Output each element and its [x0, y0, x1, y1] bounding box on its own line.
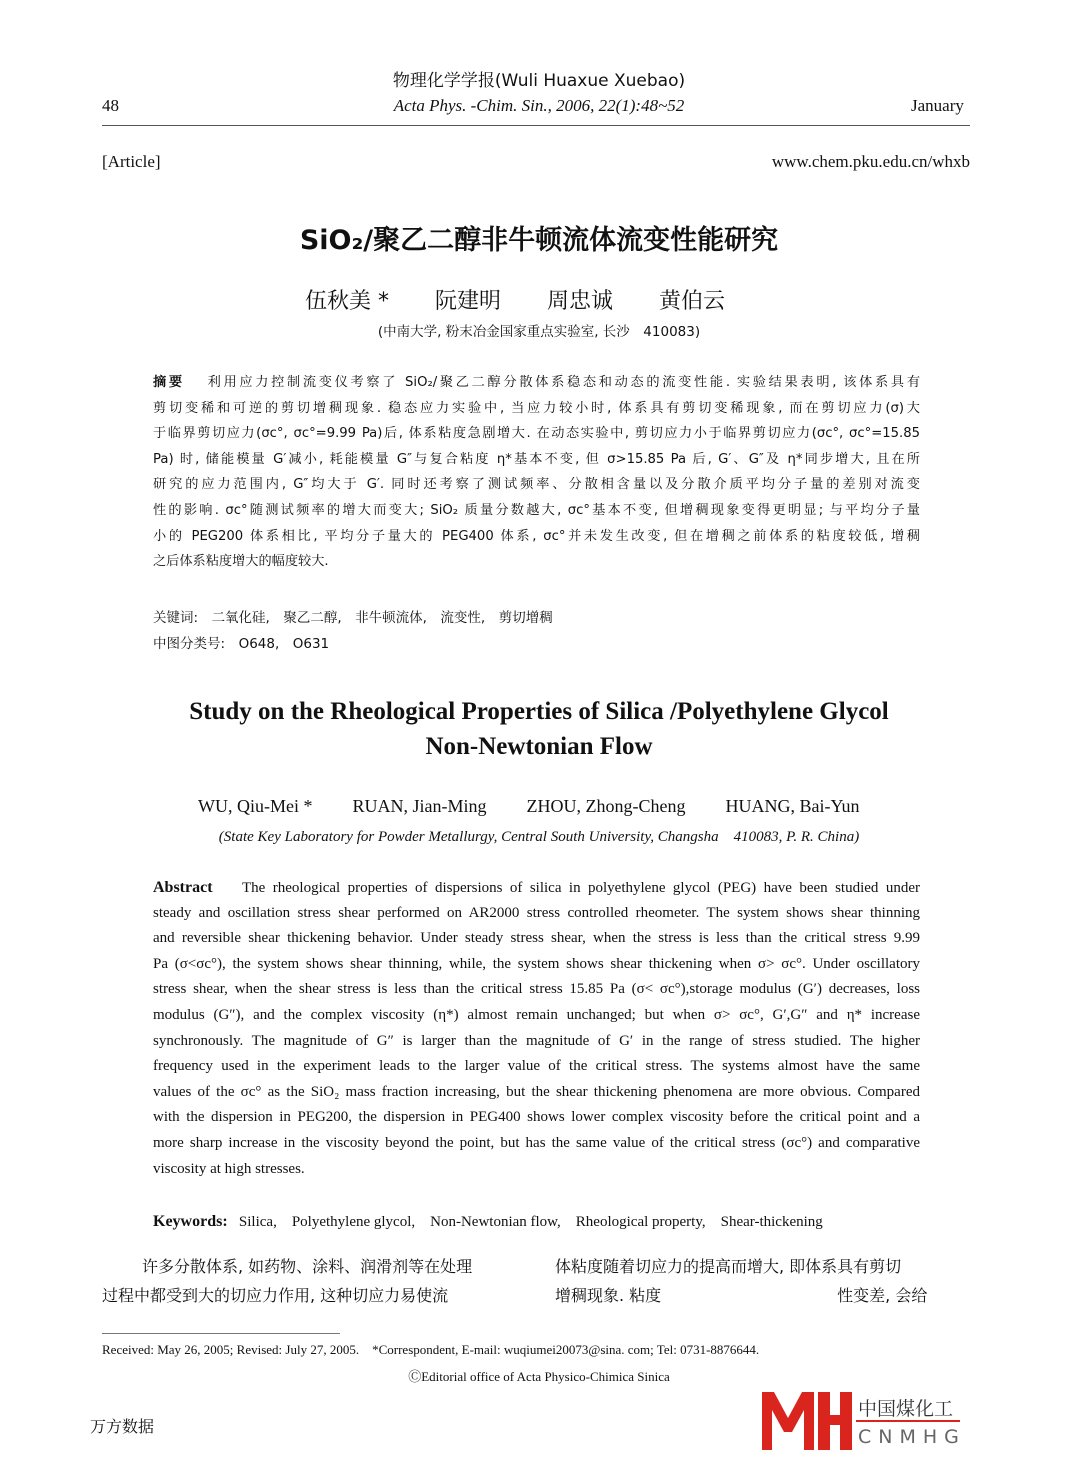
authors-en	[198, 796, 859, 817]
body-line: 体粘度随着切应力的提高而增大, 即体系具有剪切	[555, 1257, 902, 1276]
author: 黄伯云	[659, 289, 726, 314]
month: January	[911, 96, 964, 115]
received-date: Received: May 26, 2005; Revised: July 27, 2005.	[102, 1342, 360, 1357]
abstract-line: 剪切变稀和可逆的剪切增稠现象. 稳态应力实验中, 当应力较小时, 体系具有剪切变稀现象, 而在剪切应力(σ)大	[153, 400, 920, 416]
article-type: [Article]	[102, 152, 161, 171]
abstract-line: with the dispersion in PEG200, the dispersion in PEG400 shows lower complex viscosity before the critical point and a	[153, 1109, 920, 1126]
abstract-line: Abstract The rheological properties of dispersions of silica in polyethylene glycol (PEG) have been studied under	[153, 879, 920, 896]
title-en-line: Non-Newtonian Flow	[425, 733, 653, 760]
abstract-cn	[153, 370, 920, 575]
source-label: 万方数据	[90, 1417, 155, 1436]
authors-cn	[305, 284, 725, 315]
abstract-line: 小的 PEG200 体系相比, 平均分子量大的 PEG400 体系, σc°并未发生改变, 但在增稠之前体系的粘度较低, 增稠	[153, 528, 920, 544]
keywords-label: Keywords:	[153, 1213, 228, 1230]
title-en	[0, 694, 1078, 764]
abstract-line: Pa (σ<σc°), the system shows shear thinning, while, the system shows shear thickening when σ> σc°. Under oscillatory	[153, 955, 920, 972]
title-en-line: Study on the Rheological Properties of Silica /Polyethylene Glycol	[189, 698, 889, 725]
body-line: 增稠现象. 粘度 性变差, 会给	[555, 1286, 928, 1305]
abstract-en	[153, 875, 920, 1182]
journal-name: 物理化学学报(Wuli Huaxue Xuebao)	[392, 71, 686, 91]
classification-value: O648, O631	[238, 636, 330, 652]
abstract-label: Abstract	[153, 879, 213, 896]
abstract-line: stress shear, when the shear stress is less than the critical stress 15.85 Pa (σ< σc°),storage modulus (G′) decreases, loss	[153, 981, 920, 998]
journal-url[interactable]: www.chem.pku.edu.cn/whxb	[771, 152, 970, 171]
abstract-line: frequency used in the experiment leads to the larger value of the critical stress. The systems almost have the same	[153, 1058, 920, 1075]
keywords-label: 关键词:	[153, 610, 199, 626]
watermark-logo	[760, 1388, 970, 1452]
abstract-line: 于临界剪切应力(σc°, σc°=9.99 Pa)后, 体系粘度急剧增大. 在动态实验中, 剪切应力小于临界剪切应力(σc°, σc°=15.85	[153, 426, 920, 442]
footnote-line	[102, 1342, 759, 1358]
author: 伍秋美 *	[305, 289, 389, 314]
affiliation-cn: (中南大学, 粉末冶金国家重点实验室, 长沙 410083)	[377, 324, 701, 340]
abstract-line: 研究的应力范围内, G″均大于 G′. 同时还考察了测试频率、分散相含量以及分散介质平均分子量的差别对流变	[153, 477, 920, 493]
abstract-line: modulus (G″), and the complex viscosity (η*) almost remain unchanged; but when σ> σc°, G′,G″ and η* increase	[153, 1006, 920, 1023]
abstract-line: viscosity at high stresses.	[153, 1160, 305, 1177]
author: ZHOU, Zhong-Cheng	[526, 796, 686, 816]
citation: Acta Phys. -Chim. Sin., 2006, 22(1):48~52	[393, 96, 685, 115]
header-rule	[102, 125, 970, 126]
keywords-en	[153, 1210, 823, 1231]
body-right-column	[555, 1252, 970, 1310]
abstract-line: synchronously. The magnitude of G″ is larger than the magnitude of G′ in the range of stress studied. The higher	[153, 1032, 920, 1049]
page-number: 48	[102, 96, 119, 115]
watermark-en: CNMHG	[858, 1426, 966, 1448]
abstract-label: 摘要	[153, 375, 185, 390]
abstract-line: more sharp increase in the viscosity beyond the point, but has the same value of the critical stress (σc°) and comparative	[153, 1134, 920, 1151]
abstract-line: values of the σc° as the SiO₂ mass fraction increasing, but the shear thickening phenomena are more obvious. Compared	[153, 1083, 920, 1100]
copyright: ⒸEditorial office of Acta Physico-Chimica Sinica	[408, 1369, 670, 1384]
classification-label: 中图分类号:	[153, 636, 226, 652]
abstract-line: 性的影响. σc°随测试频率的增大而变大; SiO₂ 质量分数越大, σc°基本不变, 但增稠现象变得更明显; 与平均分子量	[153, 502, 920, 518]
author: RUAN, Jian-Ming	[352, 796, 487, 816]
body-left-column	[102, 1252, 517, 1310]
abstract-line: 之后体系粘度增大的幅度较大.	[153, 554, 329, 570]
keywords-cn	[153, 606, 553, 626]
author: HUANG, Bai-Yun	[725, 796, 860, 816]
footnote-rule	[102, 1333, 340, 1334]
keywords-value: Silica, Polyethylene glycol, Non-Newtonian flow, Rheological property, Shear-thickening	[238, 1214, 823, 1230]
classification-cn	[153, 632, 329, 652]
author: WU, Qiu-Mei *	[198, 796, 313, 816]
abstract-line: steady and oscillation stress shear performed on AR2000 stress controlled rheometer. The system shows shear thinning	[153, 904, 920, 921]
keywords-value: 二氧化硅, 聚乙二醇, 非牛顿流体, 流变性, 剪切增稠	[211, 610, 553, 626]
author: 周忠诚	[547, 289, 614, 314]
abstract-line: Pa) 时, 储能模量 G′减小, 耗能模量 G″与复合粘度 η*基本不变, 但 σ>15.85 Pa 后, G′、G″及 η*同步增大, 且在所	[153, 451, 920, 467]
body-line: 许多分散体系, 如药物、涂料、润滑剂等在处理	[142, 1257, 473, 1276]
abstract-line: and reversible shear thickening behavior. Under steady stress shear, when the stress is less than the critical stress 9.99	[153, 930, 920, 947]
abstract-line: 摘要 利用应力控制流变仪考察了 SiO₂/聚乙二醇分散体系稳态和动态的流变性能. 实验结果表明, 该体系具有	[153, 375, 921, 390]
affiliation-en: (State Key Laboratory for Powder Metallurgy, Central South University, Changsha 410083, P. R. China)	[218, 829, 860, 845]
correspondent: *Correspondent, E-mail: wuqiumei20073@sina. com; Tel: 0731-8876644.	[372, 1342, 760, 1357]
watermark-cn: 中国煤化工	[858, 1398, 954, 1420]
title-cn: SiO₂/聚乙二醇非牛顿流体流变性能研究	[299, 225, 779, 256]
author: 阮建明	[435, 289, 502, 314]
body-line: 过程中都受到大的切应力作用, 这种切应力易使流	[102, 1286, 449, 1305]
